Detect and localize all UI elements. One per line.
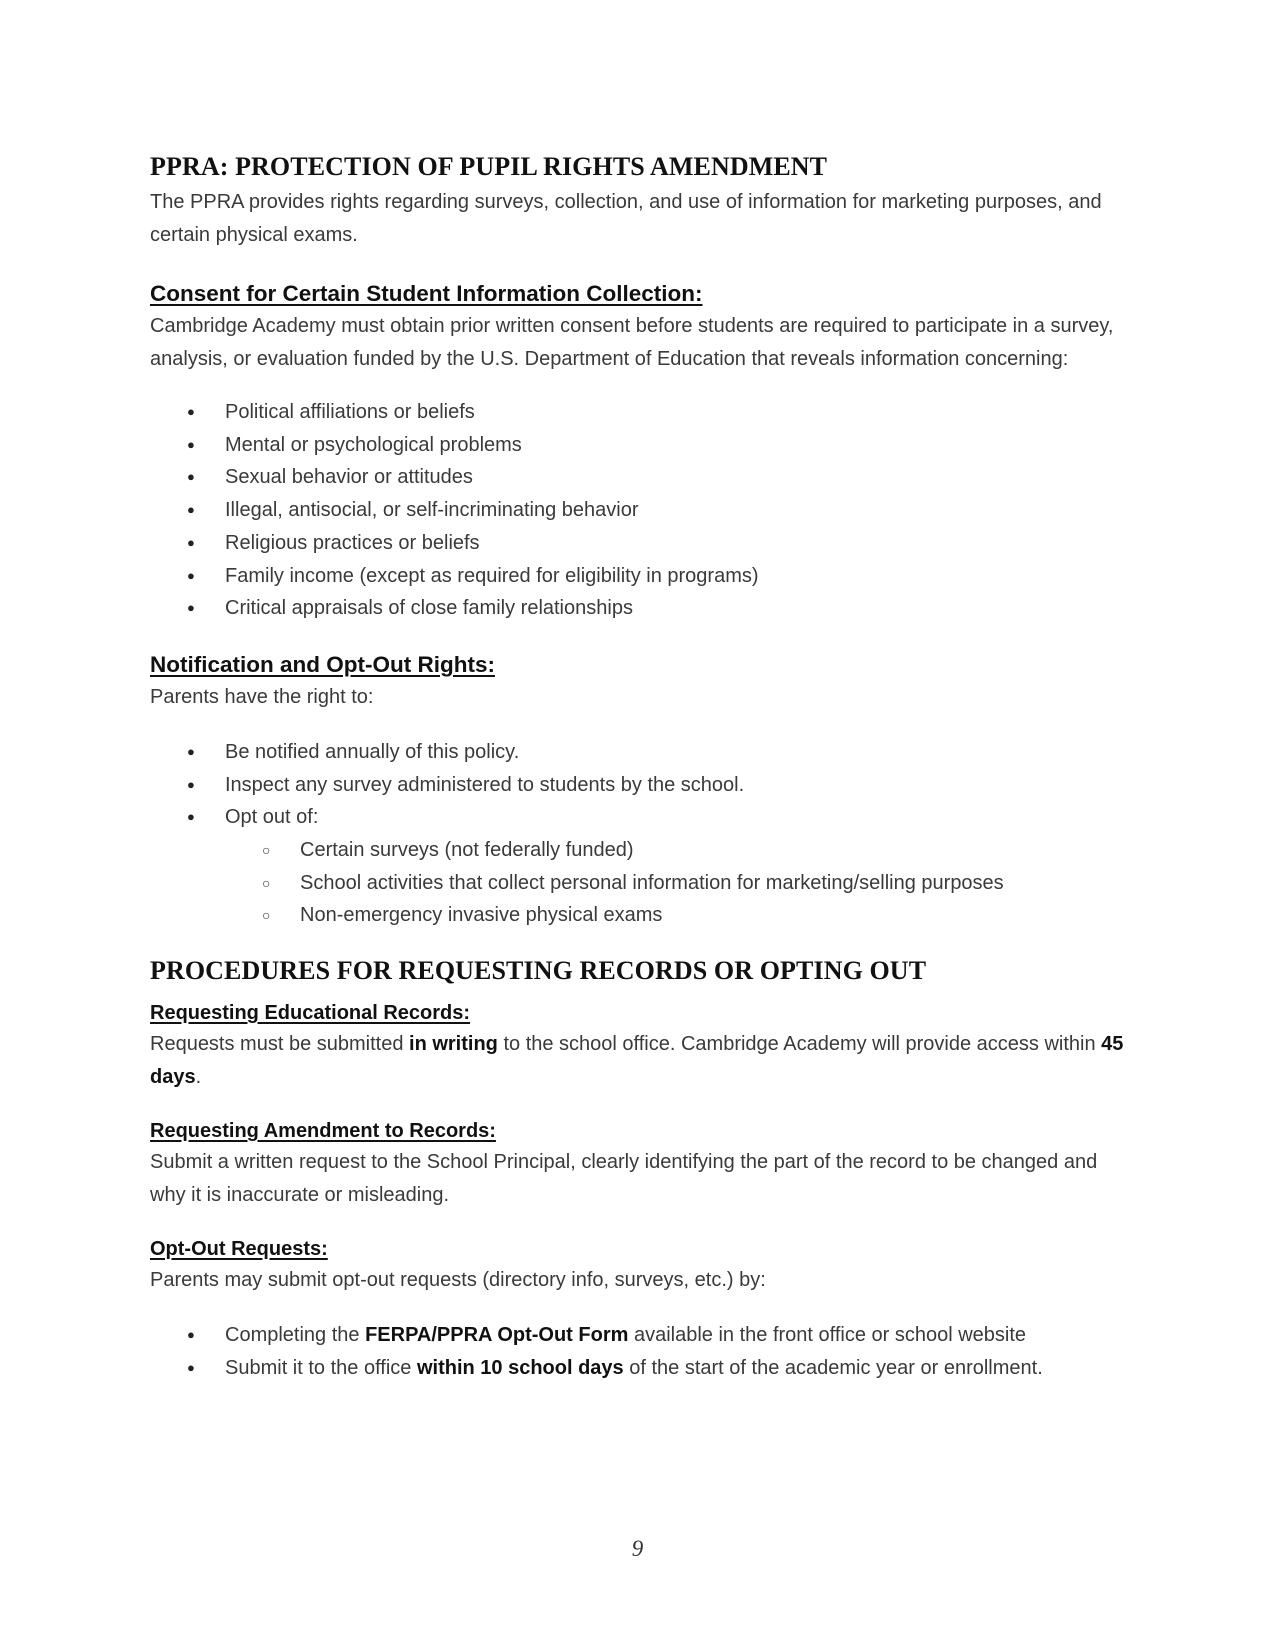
list-item: ● Mental or psychological problems [150,429,1130,462]
page-number: 9 [631,1536,644,1561]
opt-out-list [150,1319,1130,1384]
document-page [150,150,1130,1385]
ppra-section-title: PPRA: PROTECTION OF PUPIL RIGHTS AMENDMENT [150,152,828,181]
sub-list-item: ○ School activities that collect personal information for marketing/selling purposes [150,867,1130,900]
educational-records-heading: Requesting Educational Records: [150,1002,471,1025]
list-item: ● Illegal, antisocial, or self-incriminating behavior [150,494,1130,527]
opt-out-text: Parents may submit opt-out requests (directory info, surveys, etc.) by: [150,1269,766,1292]
educational-records-text: Requests must be submitted in writing to the school office. Cambridge Academy will provide access within 45 days. [150,1033,1124,1089]
amendment-text: Submit a written request to the School Principal, clearly identifying the part of the record to be changed and why it is inaccurate or misleading. [150,1151,1098,1207]
notification-text: Parents have the right to: [150,685,374,708]
list-item: ● Sexual behavior or attitudes [150,461,1130,494]
notification-heading: Notification and Opt-Out Rights: [150,651,495,677]
amendment-heading: Requesting Amendment to Records: [150,1120,496,1143]
list-item: ● Religious practices or beliefs [150,527,1130,560]
list-item: ● Completing the FERPA/PPRA Opt-Out Form available in the front office or school website [150,1319,1130,1352]
list-item: ● Inspect any survey administered to students by the school. [150,769,1130,802]
consent-text: Cambridge Academy must obtain prior written consent before students are required to participate in a survey, analysis, or evaluation funded by the U.S. Department of Education that reveals information concerning: [150,315,1114,370]
list-item: ● Critical appraisals of close family relationships [150,592,1130,625]
list-item-label: Opt out of: [225,806,319,829]
consent-list [150,396,1130,625]
list-item: ● Be notified annually of this policy. [150,736,1130,769]
consent-heading: Consent for Certain Student Information Collection: [150,281,703,306]
list-item [150,801,1130,932]
opt-out-sublist [225,834,1130,932]
ppra-intro: The PPRA provides rights regarding surveys, collection, and use of information for marketing purposes, and certain physical exams. [150,191,1102,246]
list-item: ● Family income (except as required for eligibility in programs) [150,560,1130,593]
notification-list [150,736,1130,932]
sub-list-item: ○ Non-emergency invasive physical exams [150,899,1130,932]
list-item: ● Submit it to the office within 10 school days of the start of the academic year or enrollment. [150,1352,1130,1385]
sub-list-item: ○ Certain surveys (not federally funded) [150,834,1130,867]
procedures-section-title: PROCEDURES FOR REQUESTING RECORDS OR OPTING OUT [150,956,927,986]
opt-out-heading: Opt-Out Requests: [150,1238,328,1261]
list-item: ● Political affiliations or beliefs [150,396,1130,429]
